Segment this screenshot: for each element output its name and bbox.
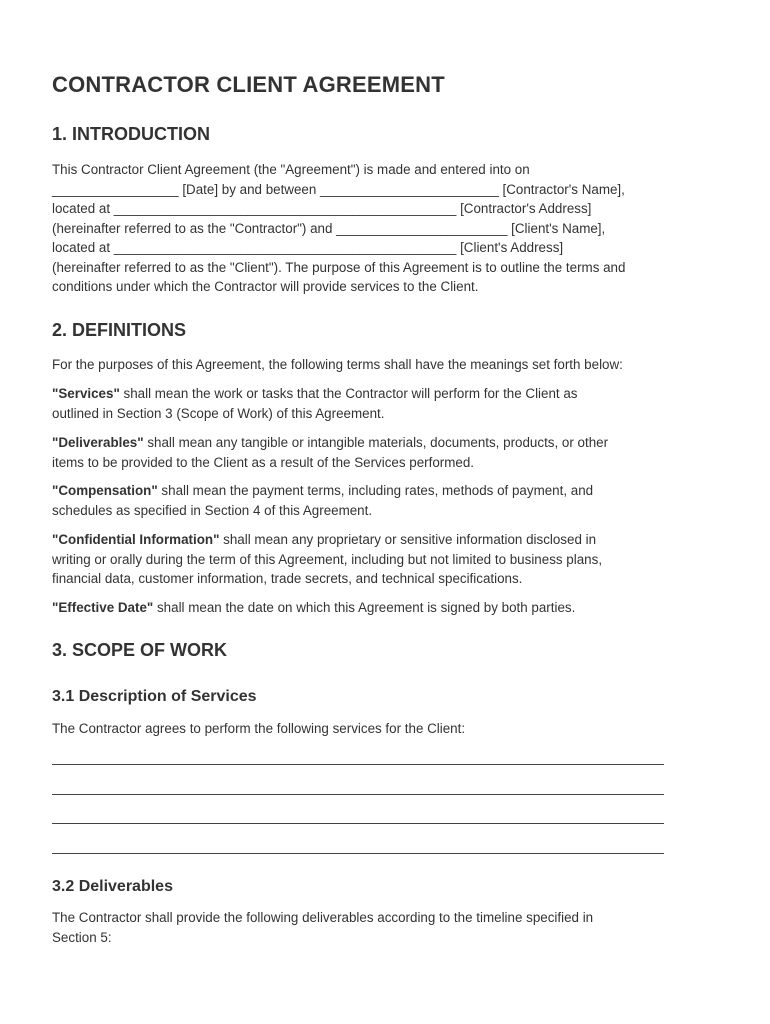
definition-confidential-information [52,530,732,589]
definition-compensation [52,481,732,520]
subsection-3-2-heading: 3.2 Deliverables [52,878,173,895]
intro-line: _________________ [Date] by and between ________________________ [Contractor's Name], [52,181,625,197]
deliverables-text: Section 5: [52,929,112,945]
definition-term: "Services" [52,386,120,401]
definition-text: shall mean the payment terms, including rates, methods of payment, and [157,483,594,498]
deliverables-paragraph [52,908,732,947]
deliverables-text: The Contractor shall provide the following deliverables according to the timeline specified in [52,910,594,925]
definition-term: "Confidential Information" [52,532,220,547]
document-title: CONTRACTOR CLIENT AGREEMENT [52,72,445,97]
definition-text: financial data, customer information, trade secrets, and technical specifications. [52,571,523,586]
intro-line: This Contractor Client Agreement (the "Agreement") is made and entered into on [52,162,530,177]
services-blank-line [52,853,664,854]
intro-line: conditions under which the Contractor will provide services to the Client. [52,279,479,294]
services-blank-line [52,764,664,765]
definitions-intro-text: For the purposes of this Agreement, the following terms shall have the meanings set forth below: [52,357,623,372]
intro-line: located at ______________________________________________ [Contractor's Address] [52,201,592,216]
subsection-3-1-heading: 3.1 Description of Services [52,688,257,705]
intro-line: (hereinafter referred to as the "Client"). The purpose of this Agreement is to outline the terms and [52,259,626,275]
definitions-intro [52,355,732,375]
definition-text: writing or orally during the term of this Agreement, including but not limited to business plans, [52,551,603,567]
services-blank-line [52,823,664,824]
definition-term: "Compensation" [52,483,158,498]
section-2-heading: 2. DEFINITIONS [52,320,187,340]
definition-deliverables [52,433,732,472]
definition-text: items to be provided to the Client as a result of the Services performed. [52,454,475,470]
introduction-paragraph [52,160,732,297]
definition-text: outlined in Section 3 (Scope of Work) of this Agreement. [52,405,385,421]
services-intro [52,719,732,739]
definition-text: shall mean any tangible or intangible materials, documents, products, or other [143,435,609,450]
section-3-heading: 3. SCOPE OF WORK [52,640,228,660]
intro-line: located at ______________________________________________ [Client's Address] [52,240,564,255]
definition-effective-date [52,598,732,618]
intro-line: (hereinafter referred to as the "Contractor") and _______________________ [Client's Name], [52,220,606,236]
definition-services [52,384,732,423]
definition-term: "Effective Date" [52,600,154,615]
definition-term: "Deliverables" [52,435,144,450]
definition-text: shall mean any proprietary or sensitive information disclosed in [219,532,597,547]
definition-text: shall mean the work or tasks that the Contractor will perform for the Client as [119,386,578,401]
definition-text: schedules as specified in Section 4 of this Agreement. [52,502,373,518]
services-intro-text: The Contractor agrees to perform the following services for the Client: [52,721,466,736]
services-blank-line [52,794,664,795]
section-1-heading: 1. INTRODUCTION [52,124,211,144]
definition-text: shall mean the date on which this Agreement is signed by both parties. [153,600,576,615]
